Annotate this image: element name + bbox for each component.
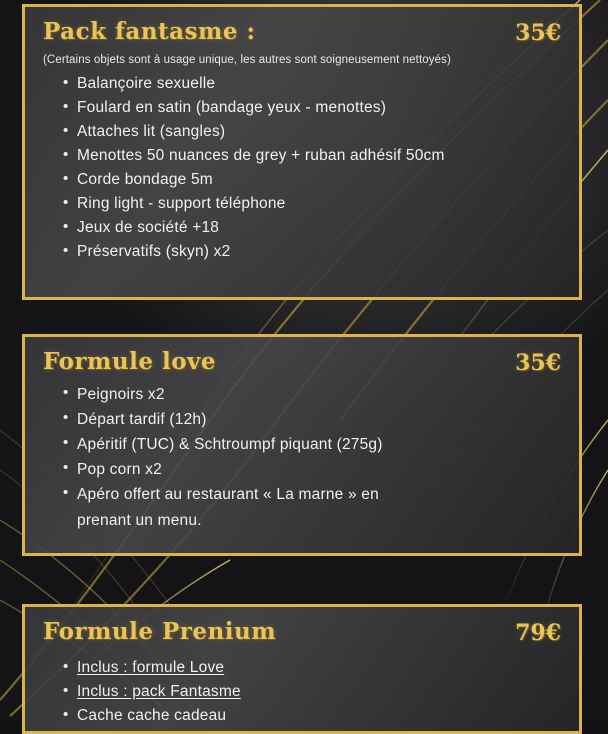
card-formule-prenium: [22, 604, 582, 734]
card-title: Pack fantasme :: [43, 18, 256, 45]
list-item: • Pop corn x2: [77, 457, 561, 482]
list-item-text: Inclus : pack Fantasme: [77, 683, 241, 701]
card-price: 79€: [515, 620, 561, 646]
list-item: [77, 680, 561, 704]
list-item: • Apéritif (TUC) & Schtroumpf piquant (275g): [77, 432, 561, 457]
list-item: • Ring light - support téléphone: [77, 192, 561, 216]
list-item-continuation: prenant un menu.: [77, 511, 202, 529]
list-item: • Menottes 50 nuances de grey + ruban adhésif 50cm: [77, 144, 561, 168]
card-note: (Certains objets sont à usage unique, les autres sont soigneusement nettoyés): [43, 54, 451, 66]
card-header: [43, 349, 561, 376]
list-item: • Corde bondage 5m: [77, 168, 561, 192]
list-item: • Cache cache cadeau: [77, 704, 561, 728]
list-item: • Apéro offert au restaurant « La marne » en: [77, 482, 561, 507]
card-header: [43, 619, 561, 646]
list-item: • Départ tardif (12h): [77, 407, 561, 432]
list-item: • Foulard en satin (bandage yeux - menottes): [77, 96, 561, 120]
list-item: • Préservatifs (skyn) x2: [77, 240, 561, 264]
card-price: 35€: [515, 20, 561, 46]
card-title: Formule love: [43, 348, 217, 375]
card-title: Formule Prenium: [43, 618, 277, 645]
card-item-list: [43, 382, 561, 533]
list-item: • Jeux de société +18: [77, 216, 561, 240]
list-item: [77, 656, 561, 680]
card-item-list: [43, 656, 561, 728]
card-item-list: [43, 72, 561, 264]
card-formule-love: [22, 334, 582, 556]
list-item: • Peignoirs x2: [77, 382, 561, 407]
list-item: • Attaches lit (sangles): [77, 120, 561, 144]
list-item-text: Inclus : formule Love: [77, 659, 225, 676]
card-price: 35€: [515, 350, 561, 376]
card-header: [43, 19, 561, 46]
list-item: • Balançoire sexuelle: [77, 72, 561, 96]
card-pack-fantasme: [22, 4, 582, 300]
